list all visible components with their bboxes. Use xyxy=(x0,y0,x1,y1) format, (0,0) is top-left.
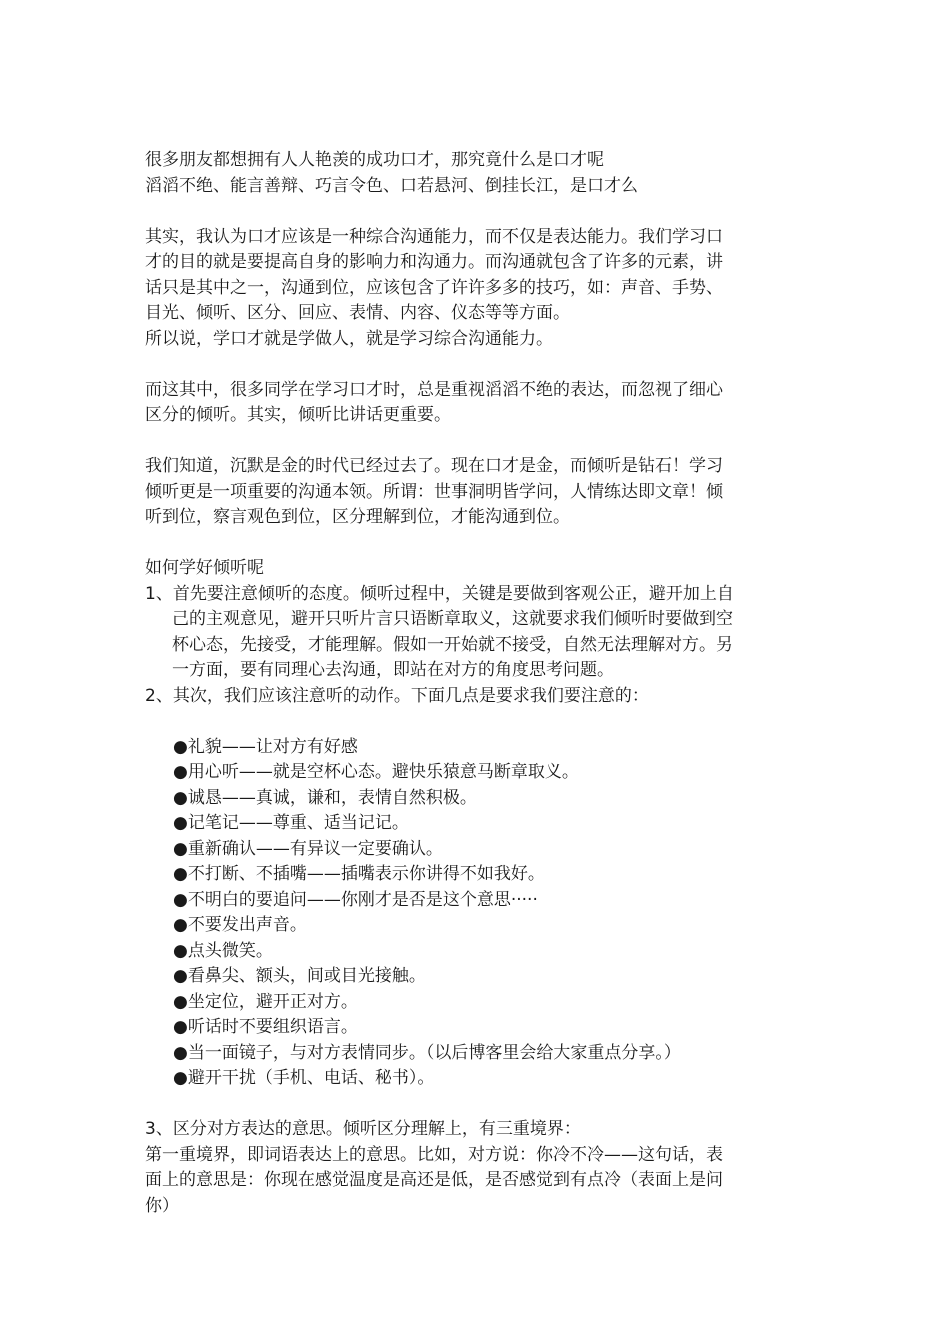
bullet-item: ●点头微笑。 xyxy=(173,940,273,961)
bullet-item: ●坐定位，避开正对方。 xyxy=(173,991,358,1012)
paragraph-line: 所以说，学口才就是学做人，就是学习综合沟通能力。 xyxy=(145,328,553,349)
bullet-item: ●当一面镜子，与对方表情同步。（以后博客里会给大家重点分享。） xyxy=(173,1042,681,1063)
paragraph-gap xyxy=(145,531,805,557)
list-item-2: 2、其次，我们应该注意听的动作。下面几点是要求我们要注意的： xyxy=(145,685,649,706)
list-item-1-continuation: 一方面，要有同理心去沟通，即站在对方的角度思考问题。 xyxy=(172,660,614,680)
bullet-item: ●重新确认——有异议一定要确认。 xyxy=(173,838,443,859)
paragraph-line: 而这其中，很多同学在学习口才时，总是重视滔滔不绝的表达，而忽视了细心 xyxy=(145,379,723,400)
bullet-item: ●礼貌——让对方有好感 xyxy=(173,736,358,757)
document-body xyxy=(145,148,805,1219)
bullet-list xyxy=(145,735,805,1092)
paragraph-gap xyxy=(145,352,805,378)
intro-line: 很多朋友都想拥有人人艳羡的成功口才，那究竟什么是口才呢 xyxy=(145,150,604,170)
bullet-item: ●诚恳——真诚，谦和，表情自然积极。 xyxy=(173,787,477,808)
paragraph-line: 我们知道，沉默是金的时代已经过去了。现在口才是金，而倾听是钻石！学习 xyxy=(145,456,723,476)
paragraph-line: 听到位，察言观色到位，区分理解到位，才能沟通到位。 xyxy=(145,507,570,527)
paragraph-line: 倾听更是一项重要的沟通本领。所谓：世事洞明皆学问，人情练达即文章！倾 xyxy=(145,481,723,502)
section-title: 如何学好倾听呢 xyxy=(145,558,264,578)
paragraph-line: 你） xyxy=(145,1195,179,1216)
paragraph-gap xyxy=(145,1092,805,1118)
paragraph-line: 第一重境界，即词语表达上的意思。比如，对方说：你冷不冷——这句话，表 xyxy=(145,1144,723,1165)
bullet-item: ●避开干扰（手机、电话、秘书）。 xyxy=(173,1068,435,1088)
paragraph-line: 话只是其中之一，沟通到位，应该包含了许许多多的技巧，如：声音、手势、 xyxy=(145,277,723,298)
paragraph-line: 其实，我认为口才应该是一种综合沟通能力，而不仅是表达能力。我们学习口 xyxy=(145,226,723,247)
bullet-item: ●不打断、不插嘴——插嘴表示你讲得不如我好。 xyxy=(173,864,545,884)
bullet-item: ●看鼻尖、额头，间或目光接触。 xyxy=(173,966,426,986)
bullet-item: ●不要发出声音。 xyxy=(173,915,307,935)
bullet-item: ●听话时不要组织语言。 xyxy=(173,1017,358,1037)
intro-line: 滔滔不绝、能言善辩、巧言令色、口若悬河、倒挂长江，是口才么 xyxy=(145,175,638,196)
paragraph-line: 区分的倾听。其实，倾听比讲话更重要。 xyxy=(145,405,451,425)
bullet-item: ●记笔记——尊重、适当记记。 xyxy=(173,813,409,833)
list-item-3: 3、区分对方表达的意思。倾听区分理解上，有三重境界： xyxy=(145,1119,581,1139)
list-item-1: 1、首先要注意倾听的态度。倾听过程中，关键是要做到客观公正，避开加上自 xyxy=(145,583,734,604)
list-item-1-continuation: 己的主观意见，避开只听片言只语断章取义，这就要求我们倾听时要做到空 xyxy=(172,609,733,629)
paragraph-gap xyxy=(145,199,805,225)
paragraph-line: 面上的意思是：你现在感觉温度是高还是低，是否感觉到有点冷（表面上是问 xyxy=(145,1170,723,1190)
paragraph-line: 目光、倾听、区分、回应、表情、内容、仪态等等方面。 xyxy=(145,303,570,323)
bullet-item: ●不明白的要追问——你刚才是否是这个意思····· xyxy=(173,889,538,910)
paragraph-gap xyxy=(145,709,805,735)
list-item-1-continuation: 杯心态，先接受，才能理解。假如一开始就不接受，自然无法理解对方。另 xyxy=(172,634,733,655)
bullet-item: ●用心听——就是空杯心态。避快乐猿意马断章取义。 xyxy=(173,762,579,782)
paragraph-line: 才的目的就是要提高自身的影响力和沟通力。而沟通就包含了许多的元素，讲 xyxy=(145,252,723,272)
paragraph-gap xyxy=(145,429,805,455)
